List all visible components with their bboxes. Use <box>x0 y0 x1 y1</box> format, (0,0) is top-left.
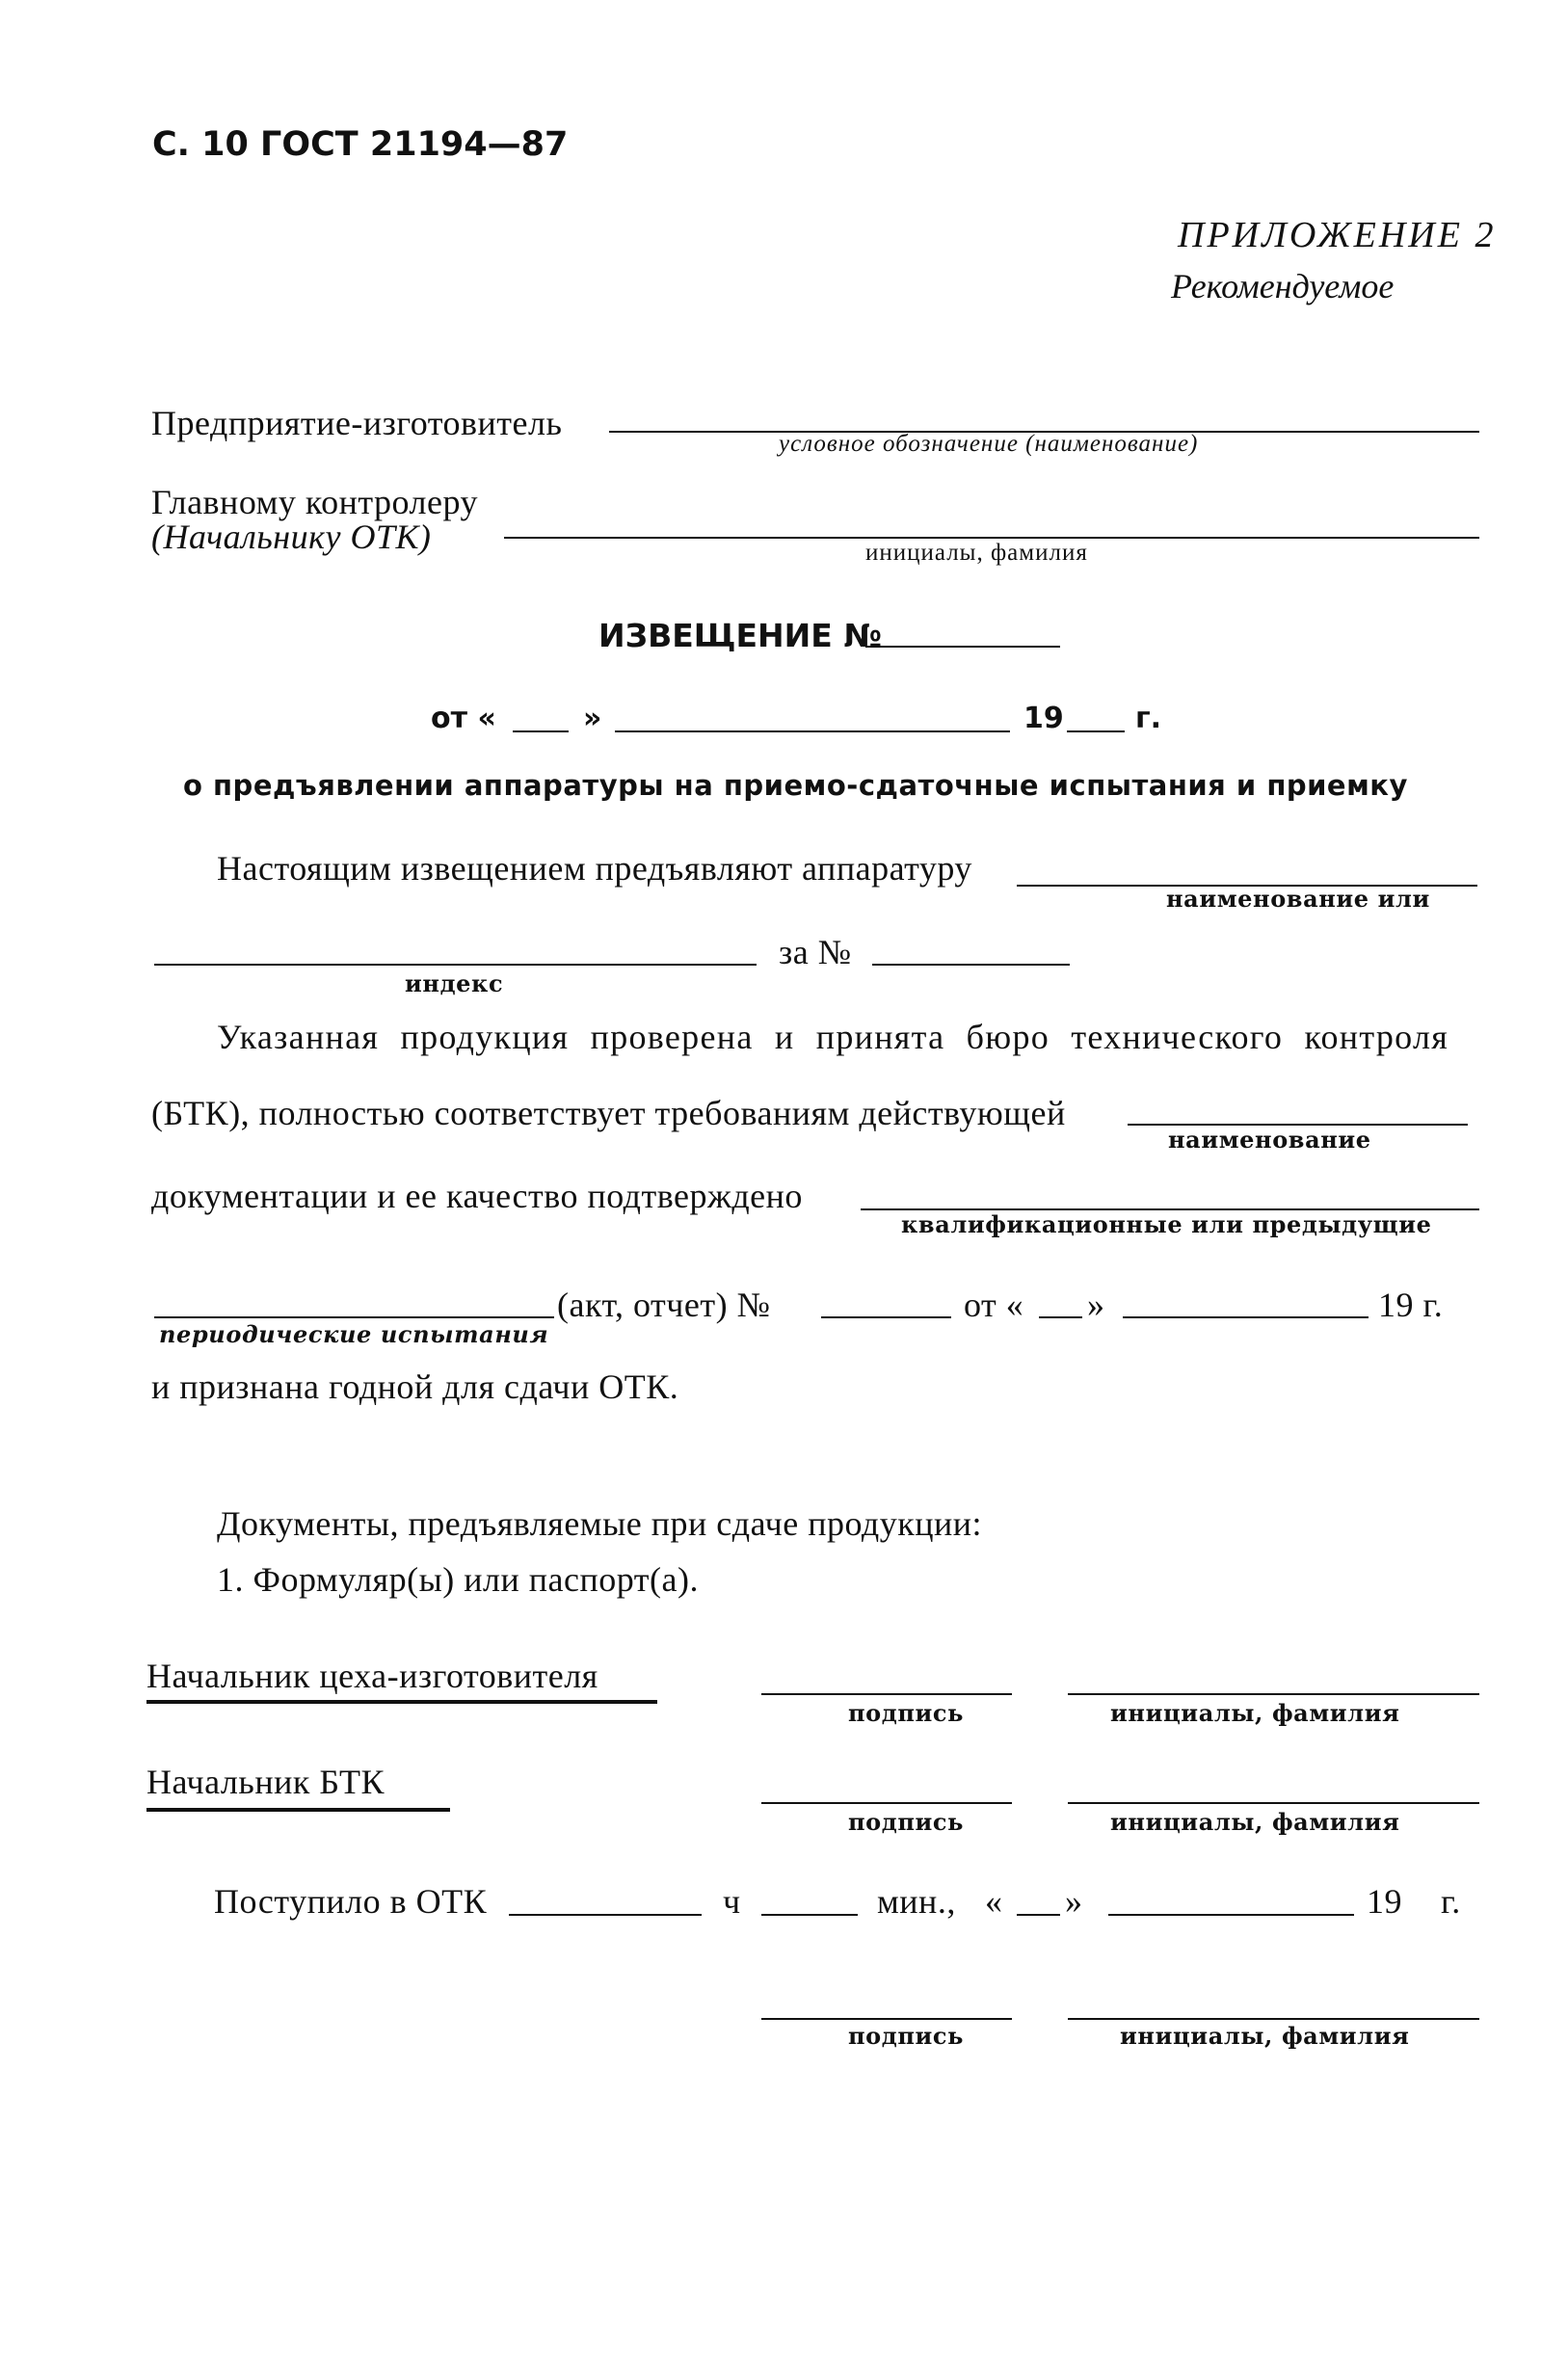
receipt-day-line <box>509 1914 702 1916</box>
act-number-line <box>821 1316 951 1318</box>
controller-field-line <box>504 537 1479 539</box>
receipt-hours-line <box>761 1914 858 1916</box>
appendix-title: ПРИЛОЖЕНИЕ 2 <box>1178 215 1497 255</box>
inspection-text-line-2: (БТК), полностью соответствует требованиям действующей <box>151 1094 1066 1132</box>
controller-label-sub: (Начальнику ОТК) <box>151 518 432 556</box>
notice-number-line <box>865 646 1060 648</box>
inspection-text-line-1: Указанная продукция проверена и принята бюро технического контроля <box>217 1018 1449 1056</box>
order-number-line <box>872 964 1070 966</box>
receipt-name-line <box>1068 2018 1479 2020</box>
appendix-note: Рекомендуемое <box>1171 267 1395 305</box>
documentation-name-hint: наименование <box>1168 1126 1371 1154</box>
notice-subject: о предъявлении аппаратуры на приемо-сдаточные испытания и приемку <box>183 769 1408 802</box>
notice-month-line <box>615 730 1010 732</box>
page-reference: С. 10 ГОСТ 21194—87 <box>152 125 569 164</box>
btk-head-underline <box>146 1808 450 1812</box>
notice-date-prefix: от « <box>431 702 496 735</box>
notice-title: ИЗВЕЩЕНИЕ № <box>598 617 883 654</box>
presentation-text: Настоящим извещением предъявляют аппаратуру <box>217 849 972 888</box>
shop-head-signature-line <box>761 1693 1012 1695</box>
manufacturer-hint: условное обозначение (наименование) <box>779 431 1199 457</box>
equipment-name-hint: наименование или <box>1166 885 1430 913</box>
act-year: 19 г. <box>1378 1286 1444 1324</box>
btk-head-name-hint: инициалы, фамилия <box>1110 1808 1400 1836</box>
order-number-label: за № <box>779 933 852 971</box>
periodic-tests-hint: периодические испытания <box>159 1320 549 1348</box>
btk-head-signature-line <box>761 1802 1012 1804</box>
notice-year-suffix: г. <box>1135 702 1162 735</box>
act-date-close: » <box>1087 1286 1105 1324</box>
equipment-index-line <box>154 964 757 966</box>
inspection-text-line-3: документации и ее качество подтверждено <box>151 1177 803 1215</box>
notice-year-line <box>1067 730 1125 732</box>
receipt-signature-hint: подпись <box>848 2022 965 2050</box>
receipt-minutes-label: мин., <box>877 1882 956 1921</box>
receipt-hours-label: ч <box>723 1882 741 1921</box>
manufacturer-label: Предприятие-изготовитель <box>151 404 563 442</box>
shop-head-name-line <box>1068 1693 1479 1695</box>
act-month-line <box>1123 1316 1369 1318</box>
act-date-prefix: от « <box>964 1286 1024 1324</box>
btk-head-name-line <box>1068 1802 1479 1804</box>
equipment-index-hint: индекс <box>405 969 504 997</box>
controller-label: Главному контролеру <box>151 483 479 521</box>
receipt-year: 19 <box>1367 1882 1402 1921</box>
notice-date-close: » <box>583 702 602 735</box>
shop-head-signature-hint: подпись <box>848 1699 965 1727</box>
notice-day-line <box>513 730 569 732</box>
inspection-text-line-5: и признана годной для сдачи ОТК. <box>151 1367 679 1406</box>
receipt-signature-line <box>761 2018 1012 2020</box>
controller-hint: инициалы, фамилия <box>865 540 1088 566</box>
test-type-line-2 <box>154 1316 554 1318</box>
receipt-quote-close: » <box>1065 1882 1083 1921</box>
shop-head-underline <box>146 1700 657 1704</box>
receipt-quote-open: « <box>985 1882 1003 1921</box>
btk-head-label: Начальник БТК <box>146 1763 385 1801</box>
receipt-name-hint: инициалы, фамилия <box>1120 2022 1410 2050</box>
act-day-line <box>1039 1316 1082 1318</box>
receipt-month-line <box>1108 1914 1354 1916</box>
documents-item-1: 1. Формуляр(ы) или паспорт(а). <box>217 1560 699 1599</box>
notice-year: 19 <box>1023 702 1064 735</box>
receipt-year-suffix: г. <box>1441 1882 1461 1921</box>
act-report-label: (акт, отчет) № <box>557 1286 771 1324</box>
receipt-label: Поступило в ОТК <box>214 1882 488 1921</box>
documents-title: Документы, предъявляемые при сдаче продукции: <box>217 1504 983 1543</box>
shop-head-label: Начальник цеха-изготовителя <box>146 1657 598 1695</box>
test-type-hint: квалификационные или предыдущие <box>901 1210 1432 1238</box>
shop-head-name-hint: инициалы, фамилия <box>1110 1699 1400 1727</box>
btk-head-signature-hint: подпись <box>848 1808 965 1836</box>
receipt-date-day-line <box>1017 1914 1060 1916</box>
